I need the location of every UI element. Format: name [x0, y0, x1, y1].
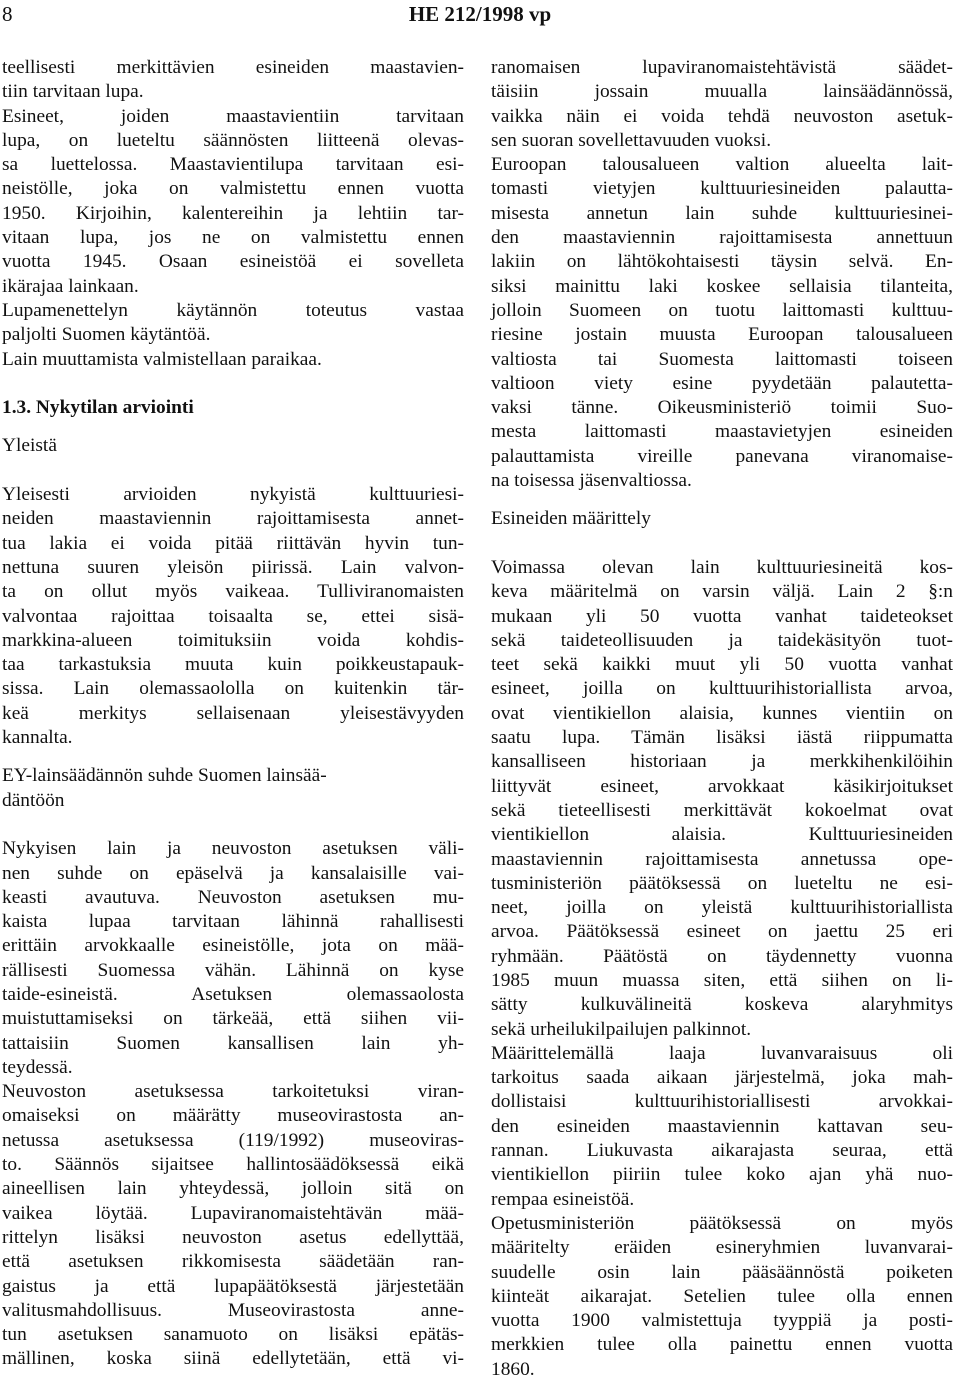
text-line: vaikea löytää. Lupaviranomaistehtävän mää- — [2, 1202, 464, 1224]
text-line: että asetuksen rikkomisesta säädetään ran- — [2, 1251, 464, 1273]
text-line: tua lakia ei voida pitää riittävän hyvin tun- — [2, 532, 464, 554]
text-line: maastaviennin rajoittamisesta annetussa ope- — [491, 848, 953, 870]
text-line: esineet, joilla on kulttuurihistoriallista arvoa, — [491, 678, 953, 700]
text-line: vaksi tänne. Oikeusministeriö toimii Suo- — [491, 397, 953, 419]
text-line: aineellisen lain yhteydessä, jolloin sitä on — [2, 1178, 464, 1200]
text-line: däntöön — [2, 789, 65, 811]
text-line: Lain muuttamista valmistellaan paraikaa. — [2, 348, 322, 370]
text-line: tarkoitus saada aikaan järjestelmä, joka mah- — [491, 1067, 953, 1089]
text-line: neistölle, joka on valmistettu ennen vuotta — [2, 178, 464, 200]
text-line: arvoa. Päätöksessä esineet on jaettu 25 eri — [491, 921, 953, 943]
text-line: Yleisesti arvioiden nykyistä kulttuuriesi- — [2, 484, 464, 506]
text-line: merkkien tulee olla painettu ennen vuotta — [491, 1334, 953, 1356]
text-line: kiinteät aikarajat. Setelien tulee olla ennen — [491, 1285, 953, 1307]
text-line: 1860. — [491, 1358, 535, 1380]
text-line: sen suoran sovellettavuuden vuoksi. — [491, 129, 772, 151]
text-line: siksi mainittu laki koskee sellaisia tilanteita, — [491, 275, 953, 297]
text-line: omaiseksi on määrätty museovirastosta an- — [2, 1105, 464, 1127]
paragraph-gap — [2, 813, 464, 837]
text-line: kaista lupaa tarvitaan lähinnä rahallisesti — [2, 911, 464, 933]
text-line: Opetusministeriön päätöksessä on myös — [491, 1212, 953, 1234]
text-line: liittyvät esineet, arvokkaat käsikirjoitukset — [491, 775, 953, 797]
text-line: keä merkitys sellaisenaan yleisestävyyden — [2, 702, 464, 724]
text-line: erittäin arvokkaalle esineistölle, jota on mää- — [2, 935, 464, 957]
text-line: mesta laittomasti maastavietyjen esineiden — [491, 421, 953, 443]
text-line: keasti avautuva. Neuvoston asetuksen mu- — [2, 886, 464, 908]
text-line: gaistus ja että lupapäätöksestä järjestetään — [2, 1275, 464, 1297]
text-line: kannalta. — [2, 727, 73, 749]
text-line: vientikiellon piiriin tulee koko ajan yhä nuo- — [491, 1164, 953, 1186]
text-line: to. Säännös sijaitsee hallintosäädöksessä eikä — [2, 1154, 464, 1176]
text-line: dollistaisi kulttuurihistoriallisesti arvokkai- — [491, 1091, 953, 1113]
text-line: rempaa esineistöä. — [491, 1188, 635, 1210]
text-line: rannan. Liukuvasta aikarajasta seuraa, että — [491, 1140, 953, 1162]
text-line: Lupamenettelyn käytännön toteutus vastaa — [2, 299, 464, 321]
text-line: riesine jostain muusta Euroopan talousalueen — [491, 324, 953, 346]
text-line: suudelle osin lain pääsäännöstä poiketen — [491, 1261, 953, 1283]
page-header — [0, 0, 960, 32]
text-line: teydessä. — [2, 1056, 73, 1078]
text-line: Neuvoston asetuksessa tarkoitetuksi viran- — [2, 1081, 464, 1103]
text-line: ikärajaa lainkaan. — [2, 275, 139, 297]
paragraph-gap — [491, 532, 953, 556]
document-reference: HE 212/1998 vp — [408, 2, 552, 26]
text-line: teellisesti merkittävien esineiden maastavien- — [2, 57, 464, 78]
text-line: sekä tieteellisesti merkittävät kokoelmat ovat — [491, 799, 953, 821]
text-line: sätty kulkuvälineitä koskeva alaryhmitys — [491, 994, 953, 1016]
page-number: 8 — [2, 2, 13, 26]
text-line: neet, joilla on yleistä kulttuurihistoriallista — [491, 897, 953, 919]
text-line: ryhmään. Päätöstä on täydennetty vuonna — [491, 945, 953, 967]
text-line: tomasti vietyjen kulttuuriesineiden palautta- — [491, 178, 953, 200]
text-line: rittelyn lisäksi neuvoston asetus edellyttää, — [2, 1226, 464, 1248]
text-line: Voimassa olevan lain kulttuuriesineitä kos- — [491, 556, 953, 578]
text-line: mällinen, koska siinä edellytetään, että vi- — [2, 1348, 464, 1370]
text-line: ranomaisen lupaviranomaistehtävistä säädet- — [491, 57, 953, 78]
text-line: vuotta 1945. Osaan esineistöä ei sovelleta — [2, 251, 464, 273]
text-line: nen suhde on epäselvä ja kansalaisille vai- — [2, 862, 464, 884]
text-line: palauttamista vireille panevana viranomaise- — [491, 445, 953, 467]
text-line: valvontaa rajoittaa toisaalta se, ettei sisä- — [2, 605, 464, 627]
text-line: taa tarkastuksia muuta kuin poikkeustapauk- — [2, 654, 464, 676]
text-line: muistuttamiseksi on tärkeää, että siihen vii- — [2, 1008, 464, 1030]
text-line: neiden maastaviennin rajoittamisesta annet- — [2, 508, 464, 530]
text-line: sekä urheilukilpailujen palkinnot. — [491, 1018, 752, 1040]
text-line: keva määritelmä on varsin väljä. Lain 2 §:n — [491, 581, 953, 603]
paragraph-gap — [2, 372, 464, 396]
text-line: rällisesti Suomessa vähän. Lähinnä on kyse — [2, 959, 464, 981]
text-line: mukaan yli 50 vuotta vanhat taideteokset — [491, 605, 953, 627]
paragraph-gap — [2, 459, 464, 483]
text-line: vuotta 1900 valmistettuja tyyppiä ja posti- — [491, 1310, 953, 1332]
text-line: jolloin Suomeen on tuotu laittomasti kulttuu- — [491, 299, 953, 321]
text-line: Esineiden määrittely — [491, 508, 651, 530]
text-line: sekä taideteollisuuden ja taidekäsityön tuot- — [491, 629, 953, 651]
text-line: 1950. Kirjoihin, kalentereihin ja lehtiin tar- — [2, 202, 464, 224]
paragraph-gap — [491, 493, 953, 507]
text-line: den maastaviennin rajoittamisesta annettuun — [491, 227, 953, 249]
text-line: markkina-alueen toimituksiin voida kohdis- — [2, 629, 464, 651]
text-line: Määrittelemällä laaja luvanvaraisuus oli — [491, 1042, 953, 1064]
text-line: ovat vientikiellon alaisia, kunnes vientiin on — [491, 702, 953, 724]
text-line: Nykyisen lain ja neuvoston asetuksen väli- — [2, 838, 464, 860]
text-line: vaikka näin ei voida tehdä neuvoston asetuk- — [491, 105, 953, 127]
text-line: lupa, on lueteltu säännösten liitteenä olevas- — [2, 129, 464, 151]
text-line: vientikiellon alaisia. Kulttuuriesineiden — [491, 824, 953, 846]
text-line: valtiosta tai Suomesta laittomasti toiseen — [491, 348, 953, 370]
text-line: lakiin on lähtökohtaisesti täysin selvä. En- — [491, 251, 953, 273]
text-line: ta on ollut myös vaikeaa. Tulliviranomaisten — [2, 581, 464, 603]
text-line: tusministeriön päätöksessä on lueteltu ne esi- — [491, 872, 953, 894]
text-line: taide-esineistä. Asetuksen olemassaolosta — [2, 983, 464, 1005]
text-line: EY-lainsäädännön suhde Suomen lainsää- — [2, 765, 327, 787]
text-line: den esineiden maastaviennin kattavan seu- — [491, 1115, 953, 1137]
text-line: määritelty eräiden esineryhmien luvanvarai- — [491, 1237, 953, 1259]
text-line: Yleistä — [2, 435, 57, 457]
text-line: tattaisiin Suomen kansallisen lain yh- — [2, 1032, 464, 1054]
text-line: nettuna suuren yleisön piirissä. Lain valvon- — [2, 556, 464, 578]
section-heading: 1.3. Nykytilan arviointi — [2, 397, 194, 419]
text-line: tiin tarvitaan lupa. — [2, 81, 144, 103]
text-line: vitaan lupa, jos ne on valmistettu ennen — [2, 227, 464, 249]
text-line: valitusmahdollisuus. Museovirastosta anne- — [2, 1299, 464, 1321]
text-line: teet sekä kaikki muut yli 50 vuotta vanhat — [491, 654, 953, 676]
text-line: na toisessa jäsenvaltiossa. — [491, 470, 692, 492]
text-line: 1985 muun muassa siten, että siihen on li- — [491, 969, 953, 991]
right-text-column — [491, 56, 953, 1382]
paragraph-gap — [2, 420, 464, 434]
text-line: valtioon viety esine pyydetään palautetta- — [491, 372, 953, 394]
text-line: saatu lupa. Tämän lisäksi iästä riippumatta — [491, 727, 953, 749]
text-line: paljolti Suomen käytäntöä. — [2, 324, 211, 346]
paragraph-gap — [2, 750, 464, 764]
text-line: tun asetuksen sanamuoto on lisäksi epätäs- — [2, 1324, 464, 1346]
text-line: täisiin jossain muualla lainsäädännössä, — [491, 81, 953, 103]
text-line: kansalliseen historiaan ja merkkihenkilöihin — [491, 751, 953, 773]
left-text-column — [2, 56, 464, 1372]
text-line: Esineet, joiden maastavientiin tarvitaan — [2, 105, 464, 127]
text-line: sa luettelossa. Maastavientilupa tarvitaan esi- — [2, 154, 464, 176]
text-line: netussa asetuksessa (119/1992) museoviras- — [2, 1129, 464, 1151]
text-line: misesta annetun lain suhde kulttuuriesinei- — [491, 202, 953, 224]
text-line: sissa. Lain olemassaololla on kuitenkin tär- — [2, 678, 464, 700]
text-line: Euroopan talousalueen valtion alueelta lait- — [491, 154, 953, 176]
